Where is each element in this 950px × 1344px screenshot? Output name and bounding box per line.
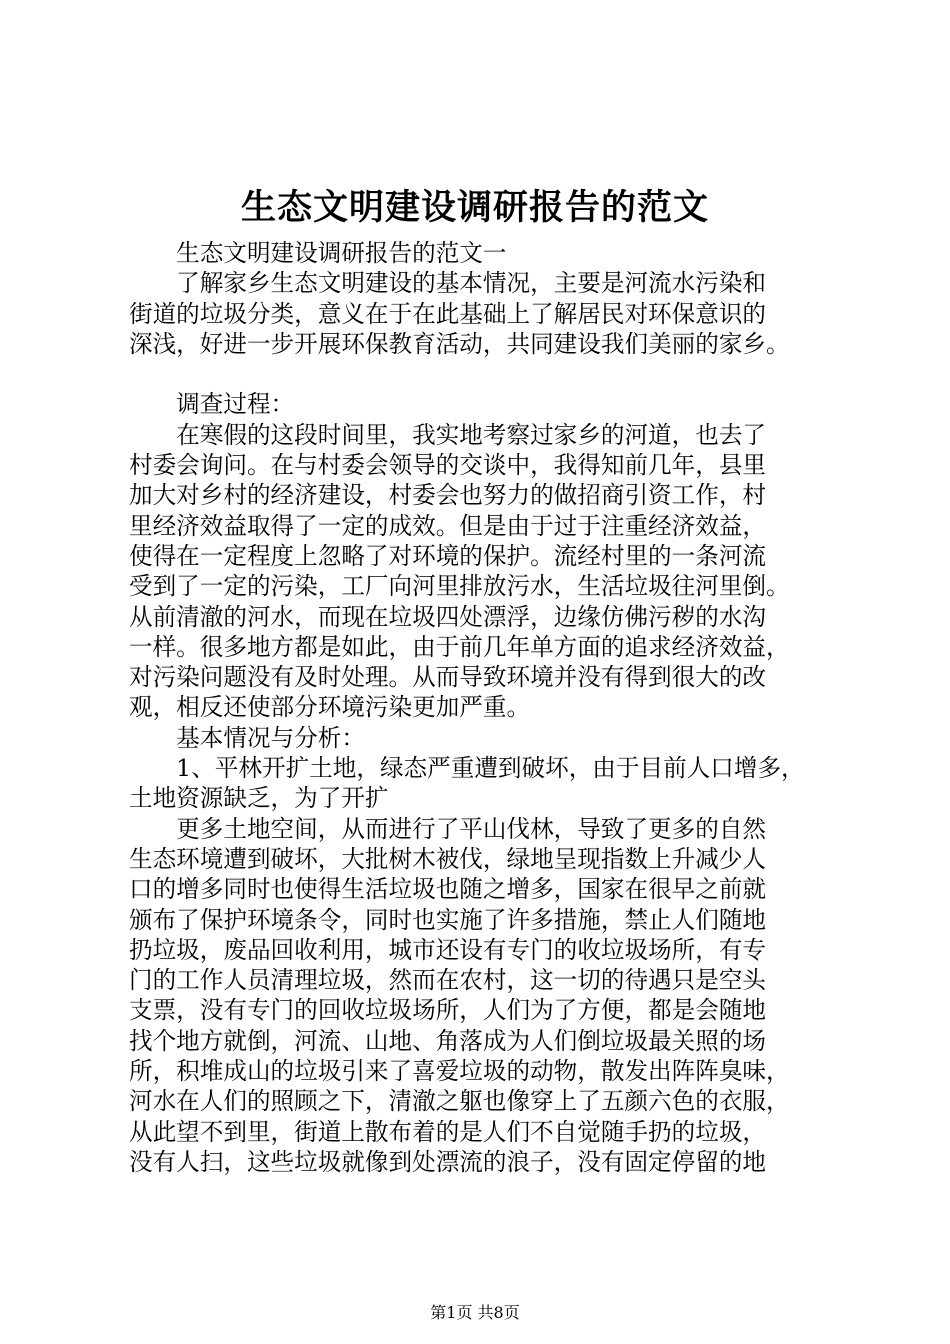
text-line: 扔垃圾，废品回收利用，城市还设有专门的收垃圾场所，有专 xyxy=(129,935,767,964)
text-line: 街道的垃圾分类，意义在于在此基础上了解居民对环保意识的 xyxy=(129,299,767,328)
text-line: 门的工作人员清理垃圾，然而在农村，这一切的待遇只是空头 xyxy=(129,966,767,995)
text-line: 找个地方就倒，河流、山地、角落成为人们倒垃圾最关照的场 xyxy=(129,1026,767,1055)
text-line: 1、平林开扩土地，绿态严重遭到破坏，由于目前人口增多， xyxy=(129,754,805,783)
page-title: 生态文明建设调研报告的范文 xyxy=(240,187,709,228)
text-line: 深浅，好进一步开展环保教育活动，共同建设我们美丽的家乡。 xyxy=(129,329,790,358)
text-line: 支票，没有专门的回收垃圾场所，人们为了方便，都是会随地 xyxy=(129,996,767,1025)
blank-line xyxy=(129,359,834,389)
text-line: 颁布了保护环境条令，同时也实施了许多措施，禁止人们随地 xyxy=(129,905,767,934)
text-line: 观，相反还使部分环境污染更加严重。 xyxy=(129,693,531,722)
text-line: 了解家乡生态文明建设的基本情况，主要是河流水污染和 xyxy=(129,269,767,298)
text-line: 受到了一定的污染，工厂向河里排放污水，生活垃圾往河里倒。 xyxy=(129,572,790,601)
text-line: 河水在人们的照顾之下，清澈之躯也像穿上了五颜六色的衣服， xyxy=(129,1087,790,1116)
text-line: 所，积堆成山的垃圾引来了喜爱垃圾的动物，散发出阵阵臭味， xyxy=(129,1057,790,1086)
text-line: 调查过程： xyxy=(129,390,295,419)
page-footer: 第1页 共8页 xyxy=(430,1303,520,1322)
text-line: 土地资源缺乏，为了开扩 xyxy=(129,784,389,813)
body-text xyxy=(129,238,834,1177)
text-line: 村委会询问。在与村委会领导的交谈中，我得知前几年，县里 xyxy=(129,451,767,480)
text-line: 更多土地空间，从而进行了平山伐林，导致了更多的自然 xyxy=(129,814,767,843)
text-line: 加大对乡村的经济建设，村委会也努力的做招商引资工作，村 xyxy=(129,481,767,510)
text-line: 生态文明建设调研报告的范文一 xyxy=(129,239,507,267)
text-line: 生态环境遭到破坏，大批树木被伐，绿地呈现指数上升减少人 xyxy=(129,844,767,873)
text-line: 一样。很多地方都是如此，由于前几年单方面的追求经济效益， xyxy=(129,632,790,661)
text-line: 口的增多同时也使得生活垃圾也随之增多，国家在很早之前就 xyxy=(129,875,767,904)
text-line: 在寒假的这段时间里，我实地考察过家乡的河道，也去了 xyxy=(129,420,767,449)
text-line: 从此望不到里，街道上散布着的是人们不自觉随手扔的垃圾， xyxy=(129,1117,767,1146)
text-line: 里经济效益取得了一定的成效。但是由于过于注重经济效益， xyxy=(129,511,767,540)
text-line: 从前清澈的河水，而现在垃圾四处漂浮，边缘仿佛污秽的水沟 xyxy=(129,602,767,631)
text-line: 使得在一定程度上忽略了对环境的保护。流经村里的一条河流 xyxy=(129,541,767,570)
text-line: 基本情况与分析： xyxy=(129,723,365,752)
text-line: 没有人扫，这些垃圾就像到处漂流的浪子，没有固定停留的地 xyxy=(129,1147,767,1176)
text-line: 对污染问题没有及时处理。从而导致环境并没有得到很大的改 xyxy=(129,663,767,692)
